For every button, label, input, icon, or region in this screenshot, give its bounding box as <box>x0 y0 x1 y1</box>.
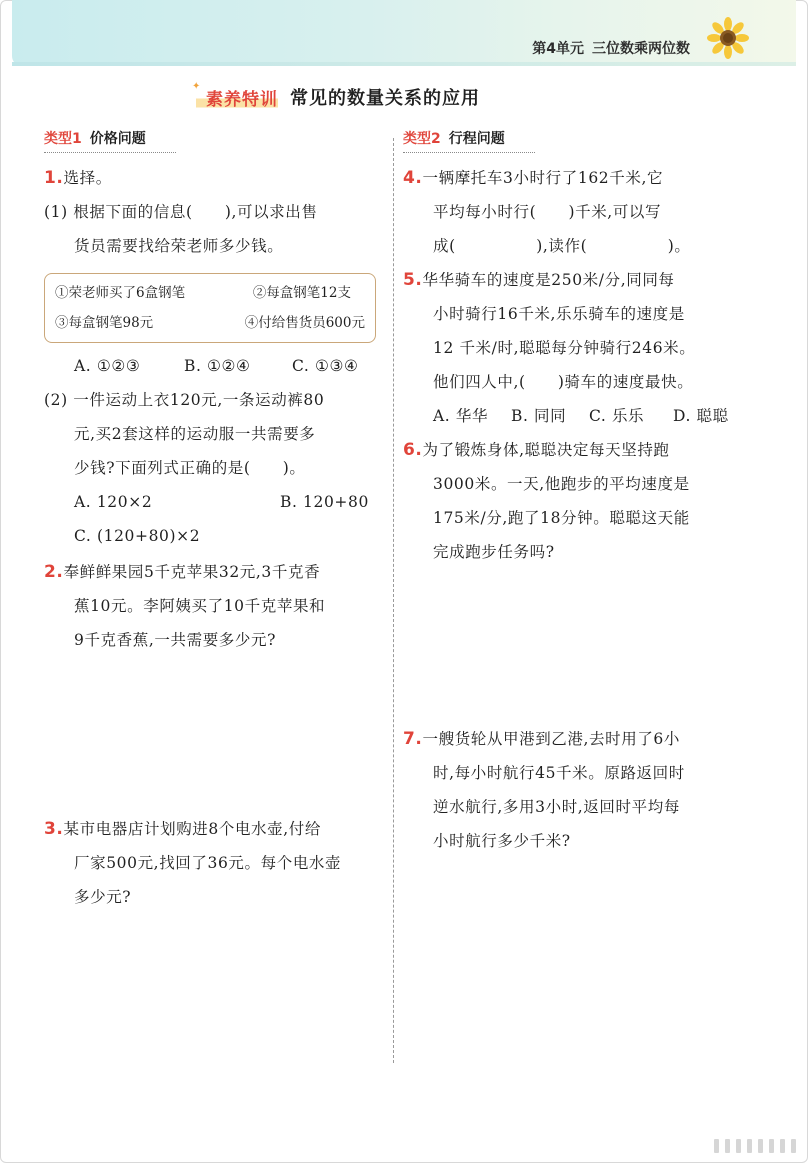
type-label: 类型2 <box>403 131 441 147</box>
header-topic: 三位数乘两位数 <box>592 41 690 57</box>
question-6 <box>403 433 748 569</box>
right-column <box>403 128 748 850</box>
edge-mark <box>714 1139 719 1153</box>
option-c[interactable]: C. (120+80)×2 <box>74 527 201 545</box>
info-item: ③每盒钢笔98元 <box>55 315 154 331</box>
question-number: 7. <box>403 729 423 749</box>
q1-part1-options <box>44 349 384 383</box>
option-a[interactable]: A. 华华 <box>433 407 489 425</box>
left-column <box>44 128 384 906</box>
sunflower-icon <box>706 16 750 60</box>
question-5 <box>403 263 748 433</box>
q7-line3: 逆水航行,多用3小时,返回时平均每 <box>433 798 680 816</box>
question-number: 1. <box>44 168 64 188</box>
q4-line3: 成( ),读作( )。 <box>433 237 691 255</box>
q1-part2-line3: 少钱?下面列式正确的是( )。 <box>74 459 306 477</box>
option-c[interactable]: C. 乐乐 <box>589 407 645 425</box>
edge-mark <box>780 1139 785 1153</box>
header-chapter <box>532 38 690 58</box>
section-heading: 常见的数量关系的应用 <box>290 88 480 109</box>
option-b[interactable]: B. 同同 <box>511 407 567 425</box>
q5-line3: 12 千米/时,聪聪每分钟骑行246米。 <box>433 339 696 357</box>
q5-line2: 小时骑行16千米,乐乐骑车的速度是 <box>433 305 685 323</box>
option-b[interactable]: B. 120+80 <box>280 493 369 511</box>
info-item: ②每盒钢笔12支 <box>252 285 351 301</box>
question-2 <box>44 555 384 657</box>
question-number: 4. <box>403 168 423 188</box>
q6-line1: 为了锻炼身体,聪聪决定每天坚持跑 <box>422 441 670 459</box>
info-item: ①荣老师买了6盒钢笔 <box>55 285 186 301</box>
q2-line3: 9千克香蕉,一共需要多少元? <box>74 631 276 649</box>
q4-line2: 平均每小时行( )千米,可以写 <box>433 203 662 221</box>
q1-part2-line1: (2) 一件运动上衣120元,一条运动裤80 <box>44 391 325 409</box>
q1-part1-line2: 货员需要找给荣老师多少钱。 <box>74 237 284 255</box>
page-edge-marks <box>714 1139 796 1153</box>
q6-line2: 3000米。一天,他跑步的平均速度是 <box>433 475 690 493</box>
option-b[interactable]: B. ①②④ <box>184 357 251 375</box>
q6-line3: 175米/分,跑了18分钟。聪聪这天能 <box>433 509 690 527</box>
type-label: 类型1 <box>44 131 82 147</box>
option-c[interactable]: C. ①③④ <box>292 357 359 375</box>
edge-mark <box>769 1139 774 1153</box>
q4-line1: 一辆摩托车3小时行了162千米,它 <box>422 169 664 187</box>
option-d[interactable]: D. 聪聪 <box>673 407 729 425</box>
q7-line2: 时,每小时航行45千米。原路返回时 <box>433 764 685 782</box>
q1-part1-line1: (1) 根据下面的信息( ),可以求出售 <box>44 203 318 221</box>
edge-mark <box>758 1139 763 1153</box>
edge-mark <box>791 1139 796 1153</box>
q3-line2: 厂家500元,找回了36元。每个电水壶 <box>74 854 342 872</box>
q5-options <box>403 399 748 433</box>
q3-line3: 多少元? <box>74 888 132 906</box>
question-text: 选择。 <box>63 169 112 187</box>
option-a[interactable]: A. 120×2 <box>74 493 153 511</box>
q3-line1: 某市电器店计划购进8个电水壶,付给 <box>63 820 321 838</box>
info-item: ④付给售货员600元 <box>244 315 365 331</box>
edge-mark <box>725 1139 730 1153</box>
question-7 <box>403 722 685 858</box>
q1-part2-options-row1 <box>44 485 384 519</box>
info-box <box>44 273 376 343</box>
option-a[interactable]: A. ①②③ <box>74 357 141 375</box>
type-name: 价格问题 <box>89 131 146 147</box>
q7-line4: 小时航行多少千米? <box>433 832 571 850</box>
section-title <box>196 82 480 112</box>
q5-line4: 他们四人中,( )骑车的速度最快。 <box>433 373 694 391</box>
question-4 <box>403 161 748 263</box>
type-header-price <box>44 128 176 153</box>
q7-line1: 一艘货轮从甲港到乙港,去时用了6小 <box>422 730 680 748</box>
edge-mark <box>747 1139 752 1153</box>
edge-mark <box>736 1139 741 1153</box>
q6-line4: 完成跑步任务吗? <box>433 543 555 561</box>
question-1 <box>44 161 384 553</box>
q1-part2-line2: 元,买2套这样的运动服一共需要多 <box>74 425 316 443</box>
type-name: 行程问题 <box>448 131 505 147</box>
question-3 <box>44 812 341 914</box>
question-number: 6. <box>403 440 423 460</box>
column-divider <box>393 138 394 1063</box>
header-unit: 第4单元 <box>532 41 584 57</box>
q5-line1: 华华骑车的速度是250米/分,同同每 <box>422 271 675 289</box>
q2-line2: 蕉10元。李阿姨买了10千克苹果和 <box>74 597 326 615</box>
section-tag: ✦ 素养特训 <box>196 85 278 110</box>
question-number: 2. <box>44 562 64 582</box>
type-header-travel <box>403 128 535 153</box>
q2-line1: 奉鲜鲜果园5千克苹果32元,3千克香 <box>63 563 321 581</box>
question-number: 5. <box>403 270 423 290</box>
question-number: 3. <box>44 819 64 839</box>
